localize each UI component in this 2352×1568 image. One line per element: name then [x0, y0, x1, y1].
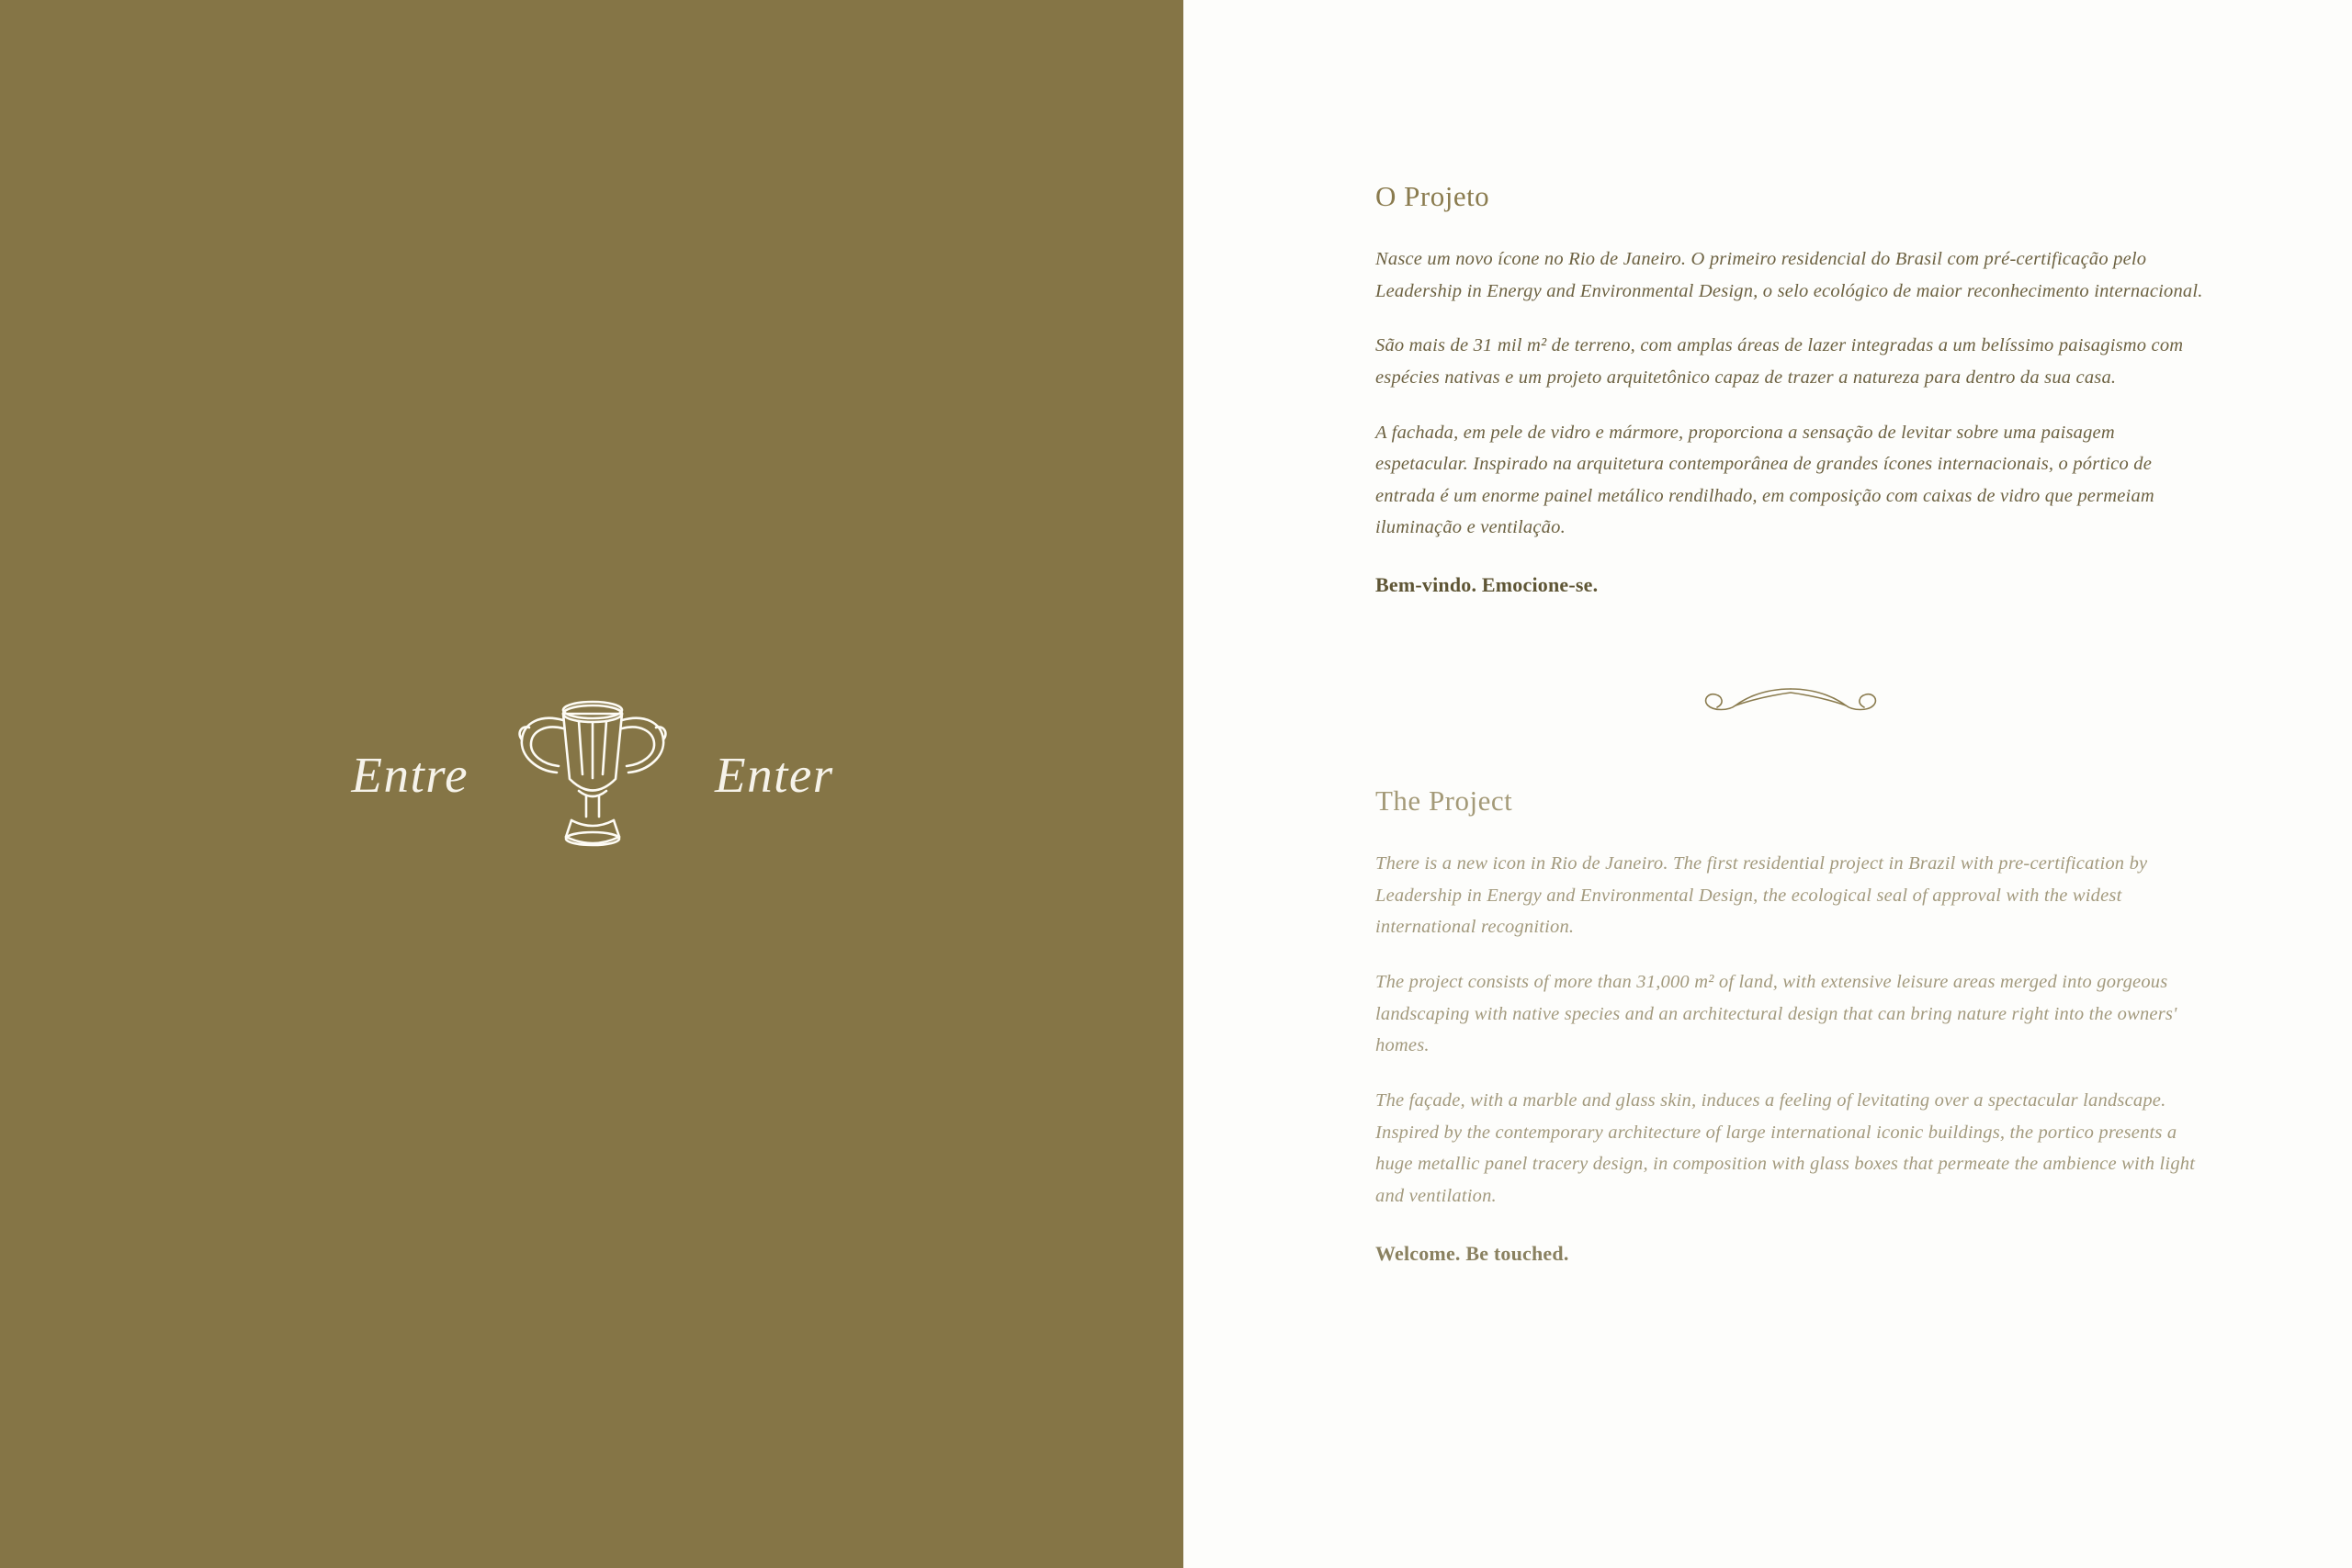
- paragraph-en-2: The project consists of more than 31,000 m² of land, with extensive leisure areas merged into gorgeous landscaping with native species and an architectural design that can bring nature right into the owners' homes.: [1375, 972, 2177, 1056]
- project-content: [1375, 180, 2207, 1266]
- paragraph-pt-1: Nasce um novo ícone no Rio de Janeiro. O primeiro residencial do Brasil com pré-certificação pelo Leadership in Energy and Environmental Design, o selo ecológico de maior reconhecimento internacional.: [1375, 249, 2203, 301]
- paragraph-en-1: There is a new icon in Rio de Janeiro. The first residential project in Brazil with pre-certification by Leadership in Energy and Environmental Design, the ecological seal of approval with the widest international recognition.: [1375, 853, 2148, 938]
- closing-line-english: Welcome. Be touched.: [1375, 1241, 1569, 1265]
- english-section: [1375, 784, 2207, 1265]
- enter-link-portuguese[interactable]: Entre: [351, 746, 469, 803]
- project-text-panel: [1183, 0, 2352, 1568]
- enter-cta-group[interactable]: [0, 669, 1183, 880]
- page-title-english: The Project: [1375, 784, 1513, 818]
- paragraph-pt-2: São mais de 31 mil m² de terreno, com amplas áreas de lazer integradas a um belíssimo paisagismo com espécies nativas e um projeto arquitetônico capaz de trazer a natureza para dentro da sua casa.: [1375, 335, 2184, 388]
- page-title-portuguese: O Projeto: [1375, 180, 1490, 212]
- flourish-ornament-divider: [1375, 669, 2207, 724]
- paragraph-pt-3: A fachada, em pele de vidro e mármore, proporciona a sensação de levitar sobre uma paisagem espetacular. Inspirado na arquitetura contemporânea de grandes ícones internacionais, o pórtico de entrada é um enorme painel metálico rendilhado, em composição com caixas de vidro que permeiam iluminação e ventilação.: [1375, 422, 2154, 538]
- enter-link-english[interactable]: Enter: [715, 746, 834, 803]
- closing-line-portuguese: Bem-vindo. Emocione-se.: [1375, 573, 1599, 597]
- trophy-cup-icon: [505, 682, 680, 866]
- paragraph-en-3: The façade, with a marble and glass skin, induces a feeling of levitating over a spectacular landscape. Inspired by the contemporary architecture of large international iconic buildings, the portico presents a huge metallic panel tracery design, in composition with glass boxes that permeate the ambience with light and ventilation.: [1375, 1089, 2196, 1206]
